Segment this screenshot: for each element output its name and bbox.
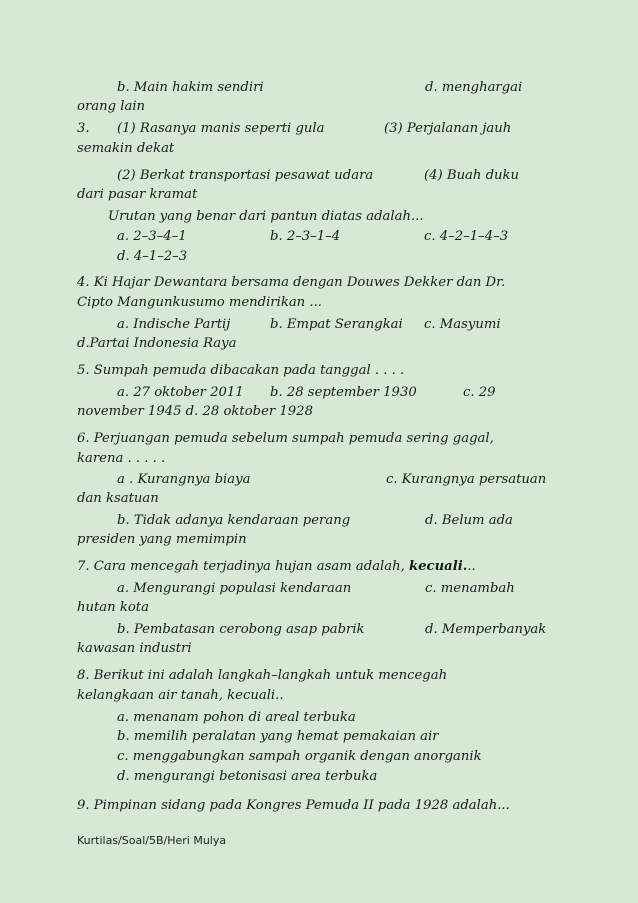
q2-option-d: d. menghargai	[425, 80, 523, 95]
q2-option-d-cont: orang lain	[77, 99, 146, 114]
q5-option-a: a. 27 oktober 2011	[117, 385, 244, 400]
q6-option-c-cont: dan ksatuan	[77, 491, 159, 506]
q7-option-b: b. Pembatasan cerobong asap pabrik	[117, 622, 365, 637]
q5-question: 5. Sumpah pemuda dibacakan pada tanggal . . . .	[77, 363, 405, 378]
q8-question-cont: kelangkaan air tanah, kecuali..	[77, 688, 284, 703]
q8-option-d: d. mengurangi betonisasi area terbuka	[117, 769, 378, 784]
q7-question-text: 7. Cara mencegah terjadinya hujan asam adalah,	[77, 559, 405, 574]
q3-line-1: (1) Rasanya manis seperti gula	[117, 121, 325, 136]
q8-question: 8. Berikut ini adalah langkah–langkah untuk mencegah	[77, 668, 448, 683]
q7-option-a: a. Mengurangi populasi kendaraan	[117, 581, 352, 596]
q5-option-c: c. 29	[463, 385, 496, 400]
q3-option-b: b. 2–3–1–4	[270, 229, 341, 244]
q4-question-cont: Cipto Mangunkusumo mendirikan ...	[77, 295, 322, 310]
q7-option-c-cont: hutan kota	[77, 600, 149, 615]
q4-option-a: a. Indische Partij	[117, 317, 231, 332]
q9-question: 9. Pimpinan sidang pada Kongres Pemuda II pada 1928 adalah...	[77, 798, 510, 813]
q8-option-b: b. memilih peralatan yang hemat pemakaian air	[117, 729, 439, 744]
q2-option-b: b. Main hakim sendiri	[117, 80, 264, 95]
q3-option-c: c. 4–2–1–4–3	[424, 229, 509, 244]
q3-line-2: (2) Berkat transportasi pesawat udara	[117, 168, 374, 183]
q7-kecuali: kecuali.	[409, 559, 468, 574]
q7-question	[77, 558, 476, 576]
q7-option-d: d. Memperbanyak	[425, 622, 547, 637]
page-footer: Kurtilas/Soal/5B/Heri Mulya	[77, 834, 227, 847]
q6-option-b: b. Tidak adanya kendaraan perang	[117, 513, 351, 528]
q6-option-d-cont: presiden yang memimpin	[77, 532, 247, 547]
q4-option-d: d.Partai Indonesia Raya	[77, 336, 237, 351]
q6-question-cont: karena . . . . .	[77, 451, 166, 466]
q8-option-c: c. menggabungkan sampah organik dengan anorganik	[117, 749, 482, 764]
q6-option-d: d. Belum ada	[425, 513, 513, 528]
q5-option-b: b. 28 september 1930	[270, 385, 417, 400]
q3-line-4-cont: dari pasar kramat	[77, 187, 198, 202]
q6-question: 6. Perjuangan pemuda sebelum sumpah pemuda sering gagal,	[77, 431, 494, 446]
q4-question: 4. Ki Hajar Dewantara bersama dengan Douwes Dekker dan Dr.	[77, 275, 506, 290]
q7-option-c: c. menambah	[425, 581, 515, 596]
q7-option-d-cont: kawasan industri	[77, 641, 192, 656]
q3-option-a: a. 2–3–4–1	[117, 229, 187, 244]
q3-line-3: (3) Perjalanan jauh	[384, 121, 512, 136]
q3-number: 3.	[77, 121, 90, 136]
q4-option-c: c. Masyumi	[424, 317, 501, 332]
q3-line-3-cont: semakin dekat	[77, 141, 175, 156]
q6-option-c: c. Kurangnya persatuan	[386, 472, 547, 487]
q5-option-c-cont: november 1945 d. 28 oktober 1928	[77, 404, 313, 419]
q3-prompt: Urutan yang benar dari pantun diatas adalah...	[108, 209, 424, 224]
q4-option-b: b. Empat Serangkai	[270, 317, 403, 332]
q8-option-a: a. menanam pohon di areal terbuka	[117, 710, 356, 725]
q3-option-d: d. 4–1–2–3	[117, 249, 188, 264]
q3-line-4: (4) Buah duku	[424, 168, 520, 183]
q6-option-a: a . Kurangnya biaya	[117, 472, 251, 487]
q7-ellipsis: ..	[467, 559, 476, 574]
